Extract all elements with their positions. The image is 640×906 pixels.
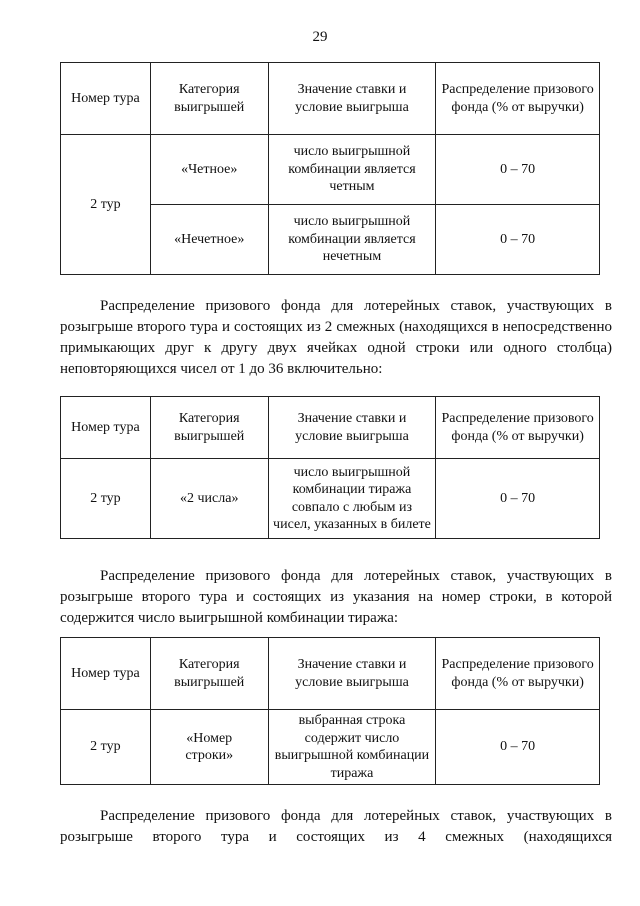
condition-cell: число выигрышной комбинации является четным	[268, 135, 436, 205]
header-tour: Номер тура	[61, 397, 151, 459]
tour-cell: 2 тур	[61, 710, 151, 785]
header-category: Категория выигрышей	[150, 63, 268, 135]
table-row	[61, 135, 600, 205]
paragraph-two-numbers: Распределение призового фонда для лотерейных ставок, участвующих в розыгрыше второго тура и состоящих из 2 смежных (находящихся в непосредственно примыкающих друг к другу двух ячейках одной строки или одного столбца) неповторяющихся чисел от 1 до 36 включительно:	[60, 298, 612, 377]
table-header-row	[61, 63, 600, 135]
header-tour: Номер тура	[61, 638, 151, 710]
condition-cell: число выигрышной комбинации тиража совпало с любым из чисел, указанных в билете	[268, 459, 436, 539]
header-distribution: Распределение призового фонда (% от выручки)	[436, 397, 600, 459]
table-even-odd	[60, 62, 600, 275]
header-tour: Номер тура	[61, 63, 151, 135]
header-distribution: Распределение призового фонда (% от выручки)	[436, 63, 600, 135]
header-condition: Значение ставки и условие выигрыша	[268, 63, 436, 135]
paragraph-row-number: Распределение призового фонда для лотерейных ставок, участвующих в розыгрыше второго тура и состоящих из указания на номер строки, в которой содержится число выигрышной комбинации тиража:	[60, 568, 612, 626]
condition-cell: число выигрышной комбинации является нечетным	[268, 205, 436, 275]
table-row	[61, 459, 600, 539]
header-condition: Значение ставки и условие выигрыша	[268, 638, 436, 710]
page-number: 29	[312, 29, 328, 45]
category-cell: «2 числа»	[150, 459, 268, 539]
header-condition: Значение ставки и условие выигрыша	[268, 397, 436, 459]
header-distribution: Распределение призового фонда (% от выручки)	[436, 638, 600, 710]
paragraph-four-adjacent: Распределение призового фонда для лотерейных ставок, участвующих в розыгрыше второго тура и состоящих из 4 смежных (находящихся	[60, 808, 612, 845]
category-cell: «Нечетное»	[150, 205, 268, 275]
header-category: Категория выигрышей	[150, 397, 268, 459]
tour-cell: 2 тур	[61, 135, 151, 275]
category-cell: «Четное»	[150, 135, 268, 205]
share-cell: 0 – 70	[436, 205, 600, 275]
condition-cell: выбранная строка содержит число выигрышной комбинации тиража	[268, 710, 436, 785]
share-cell: 0 – 70	[436, 459, 600, 539]
category-cell: «Номер строки»	[150, 710, 268, 785]
tour-cell: 2 тур	[61, 459, 151, 539]
header-category: Категория выигрышей	[150, 638, 268, 710]
table-two-numbers	[60, 396, 600, 539]
table-row-number	[60, 637, 600, 785]
share-cell: 0 – 70	[436, 710, 600, 785]
table-header-row	[61, 397, 600, 459]
table-header-row	[61, 638, 600, 710]
table-row	[61, 710, 600, 785]
share-cell: 0 – 70	[436, 135, 600, 205]
